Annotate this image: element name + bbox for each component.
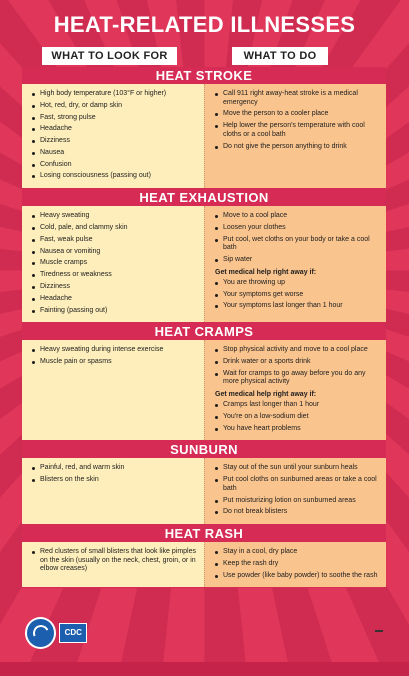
symptom-item: Dizziness [30, 137, 200, 146]
symptom-item: Muscle cramps [30, 259, 200, 268]
look-for-column [22, 206, 204, 322]
to-do-column [204, 206, 386, 322]
action-item: Do not give the person anything to drink [213, 143, 382, 152]
action-list [213, 548, 382, 580]
medical-help-list [213, 401, 382, 433]
medical-help-item: Cramps last longer than 1 hour [213, 401, 382, 410]
medical-help-item: Your symptoms last longer than 1 hour [213, 302, 382, 311]
action-item: Wait for cramps to go away before you do any more physical activity [213, 370, 382, 387]
symptom-list [30, 212, 200, 315]
action-item: Stay out of the sun until your sunburn heals [213, 464, 382, 473]
symptom-item: Heavy sweating during intense exercise [30, 346, 200, 355]
symptom-item: Nausea [30, 149, 200, 158]
action-item: Put cool cloths on sunburned areas or take a cool bath [213, 476, 382, 493]
look-for-column [22, 542, 204, 587]
medical-help-item: You are throwing up [213, 279, 382, 288]
symptom-list [30, 346, 200, 366]
sections-container [22, 67, 386, 588]
medical-help-heading: Get medical help right away if: [215, 268, 317, 276]
symptom-list [30, 548, 200, 574]
symptom-item: Fainting (passing out) [30, 307, 200, 316]
symptom-item: Dizziness [30, 283, 200, 292]
medical-help-item: Your symptoms get worse [213, 291, 382, 300]
print-code-mark [375, 630, 383, 632]
section-body [22, 340, 386, 441]
action-item: Drink water or a sports drink [213, 358, 382, 367]
hhs-cdc-logo [25, 616, 87, 650]
page-title: HEAT-RELATED ILLNESSES [53, 12, 356, 37]
symptom-item: Confusion [30, 161, 200, 170]
symptom-item: Headache [30, 295, 200, 304]
action-item: Put moisturizing lotion on sunburned areas [213, 497, 382, 506]
look-for-column [22, 84, 204, 188]
section-heat-exhaustion [22, 189, 386, 323]
action-item: Help lower the person's temperature with cool cloths or a cool bath [213, 122, 382, 139]
look-for-column [22, 458, 204, 524]
action-item: Stop physical activity and move to a cool place [213, 346, 382, 355]
action-list [213, 346, 382, 387]
action-list [213, 212, 382, 265]
symptom-item: Blisters on the skin [30, 476, 200, 485]
column-header-to-do: WHAT TO DO [232, 47, 328, 65]
symptom-item: Red clusters of small blisters that look like pimples on the skin (usually on the neck, chest, groin, or in elbow creases) [30, 548, 200, 574]
symptom-item: Fast, strong pulse [30, 114, 200, 123]
symptom-item: Nausea or vomiting [30, 248, 200, 257]
section-sunburn [22, 441, 386, 525]
section-heat-stroke [22, 67, 386, 189]
symptom-item: Losing consciousness (passing out) [30, 172, 200, 181]
symptom-item: Painful, red, and warm skin [30, 464, 200, 473]
symptom-list [30, 90, 200, 181]
section-heading: HEAT RASH [22, 525, 386, 542]
symptom-item: Hot, red, dry, or damp skin [30, 102, 200, 111]
section-heat-cramps [22, 323, 386, 441]
cdc-logo-icon: CDC [59, 623, 87, 643]
column-header-look-for: WHAT TO LOOK FOR [42, 47, 177, 65]
medical-help-heading: Get medical help right away if: [215, 391, 317, 399]
action-list [213, 464, 382, 517]
section-body [22, 542, 386, 588]
action-item: Move to a cool place [213, 212, 382, 221]
section-heat-rash [22, 525, 386, 588]
action-list [213, 90, 382, 151]
action-item: Move the person to a cooler place [213, 110, 382, 119]
action-item: Loosen your clothes [213, 224, 382, 233]
action-item: Stay in a cool, dry place [213, 548, 382, 557]
hhs-seal-icon [25, 617, 56, 649]
symptom-item: Muscle pain or spasms [30, 358, 200, 367]
symptom-item: Headache [30, 125, 200, 134]
action-item: Sip water [213, 256, 382, 265]
to-do-column [204, 84, 386, 188]
section-body [22, 206, 386, 323]
medical-help-item: You're on a low-sodium diet [213, 413, 382, 422]
symptom-item: High body temperature (103°F or higher) [30, 90, 200, 99]
to-do-column [204, 458, 386, 524]
action-item: Use powder (like baby powder) to soothe the rash [213, 572, 382, 581]
action-item: Call 911 right away-heat stroke is a medical emergency [213, 90, 382, 107]
symptom-list [30, 464, 200, 484]
action-item: Put cool, wet cloths on your body or take a cool bath [213, 236, 382, 253]
section-body [22, 458, 386, 525]
section-heading: HEAT STROKE [22, 67, 386, 84]
to-do-column [204, 340, 386, 440]
symptom-item: Cold, pale, and clammy skin [30, 224, 200, 233]
action-item: Keep the rash dry [213, 560, 382, 569]
symptom-item: Tiredness or weakness [30, 271, 200, 280]
section-body [22, 84, 386, 189]
to-do-column [204, 542, 386, 587]
symptom-item: Fast, weak pulse [30, 236, 200, 245]
symptom-item: Heavy sweating [30, 212, 200, 221]
medical-help-list [213, 279, 382, 311]
medical-help-item: You have heart problems [213, 425, 382, 434]
action-item: Do not break blisters [213, 508, 382, 517]
section-heading: HEAT EXHAUSTION [22, 189, 386, 206]
section-heading: SUNBURN [22, 441, 386, 458]
look-for-column [22, 340, 204, 440]
section-heading: HEAT CRAMPS [22, 323, 386, 340]
